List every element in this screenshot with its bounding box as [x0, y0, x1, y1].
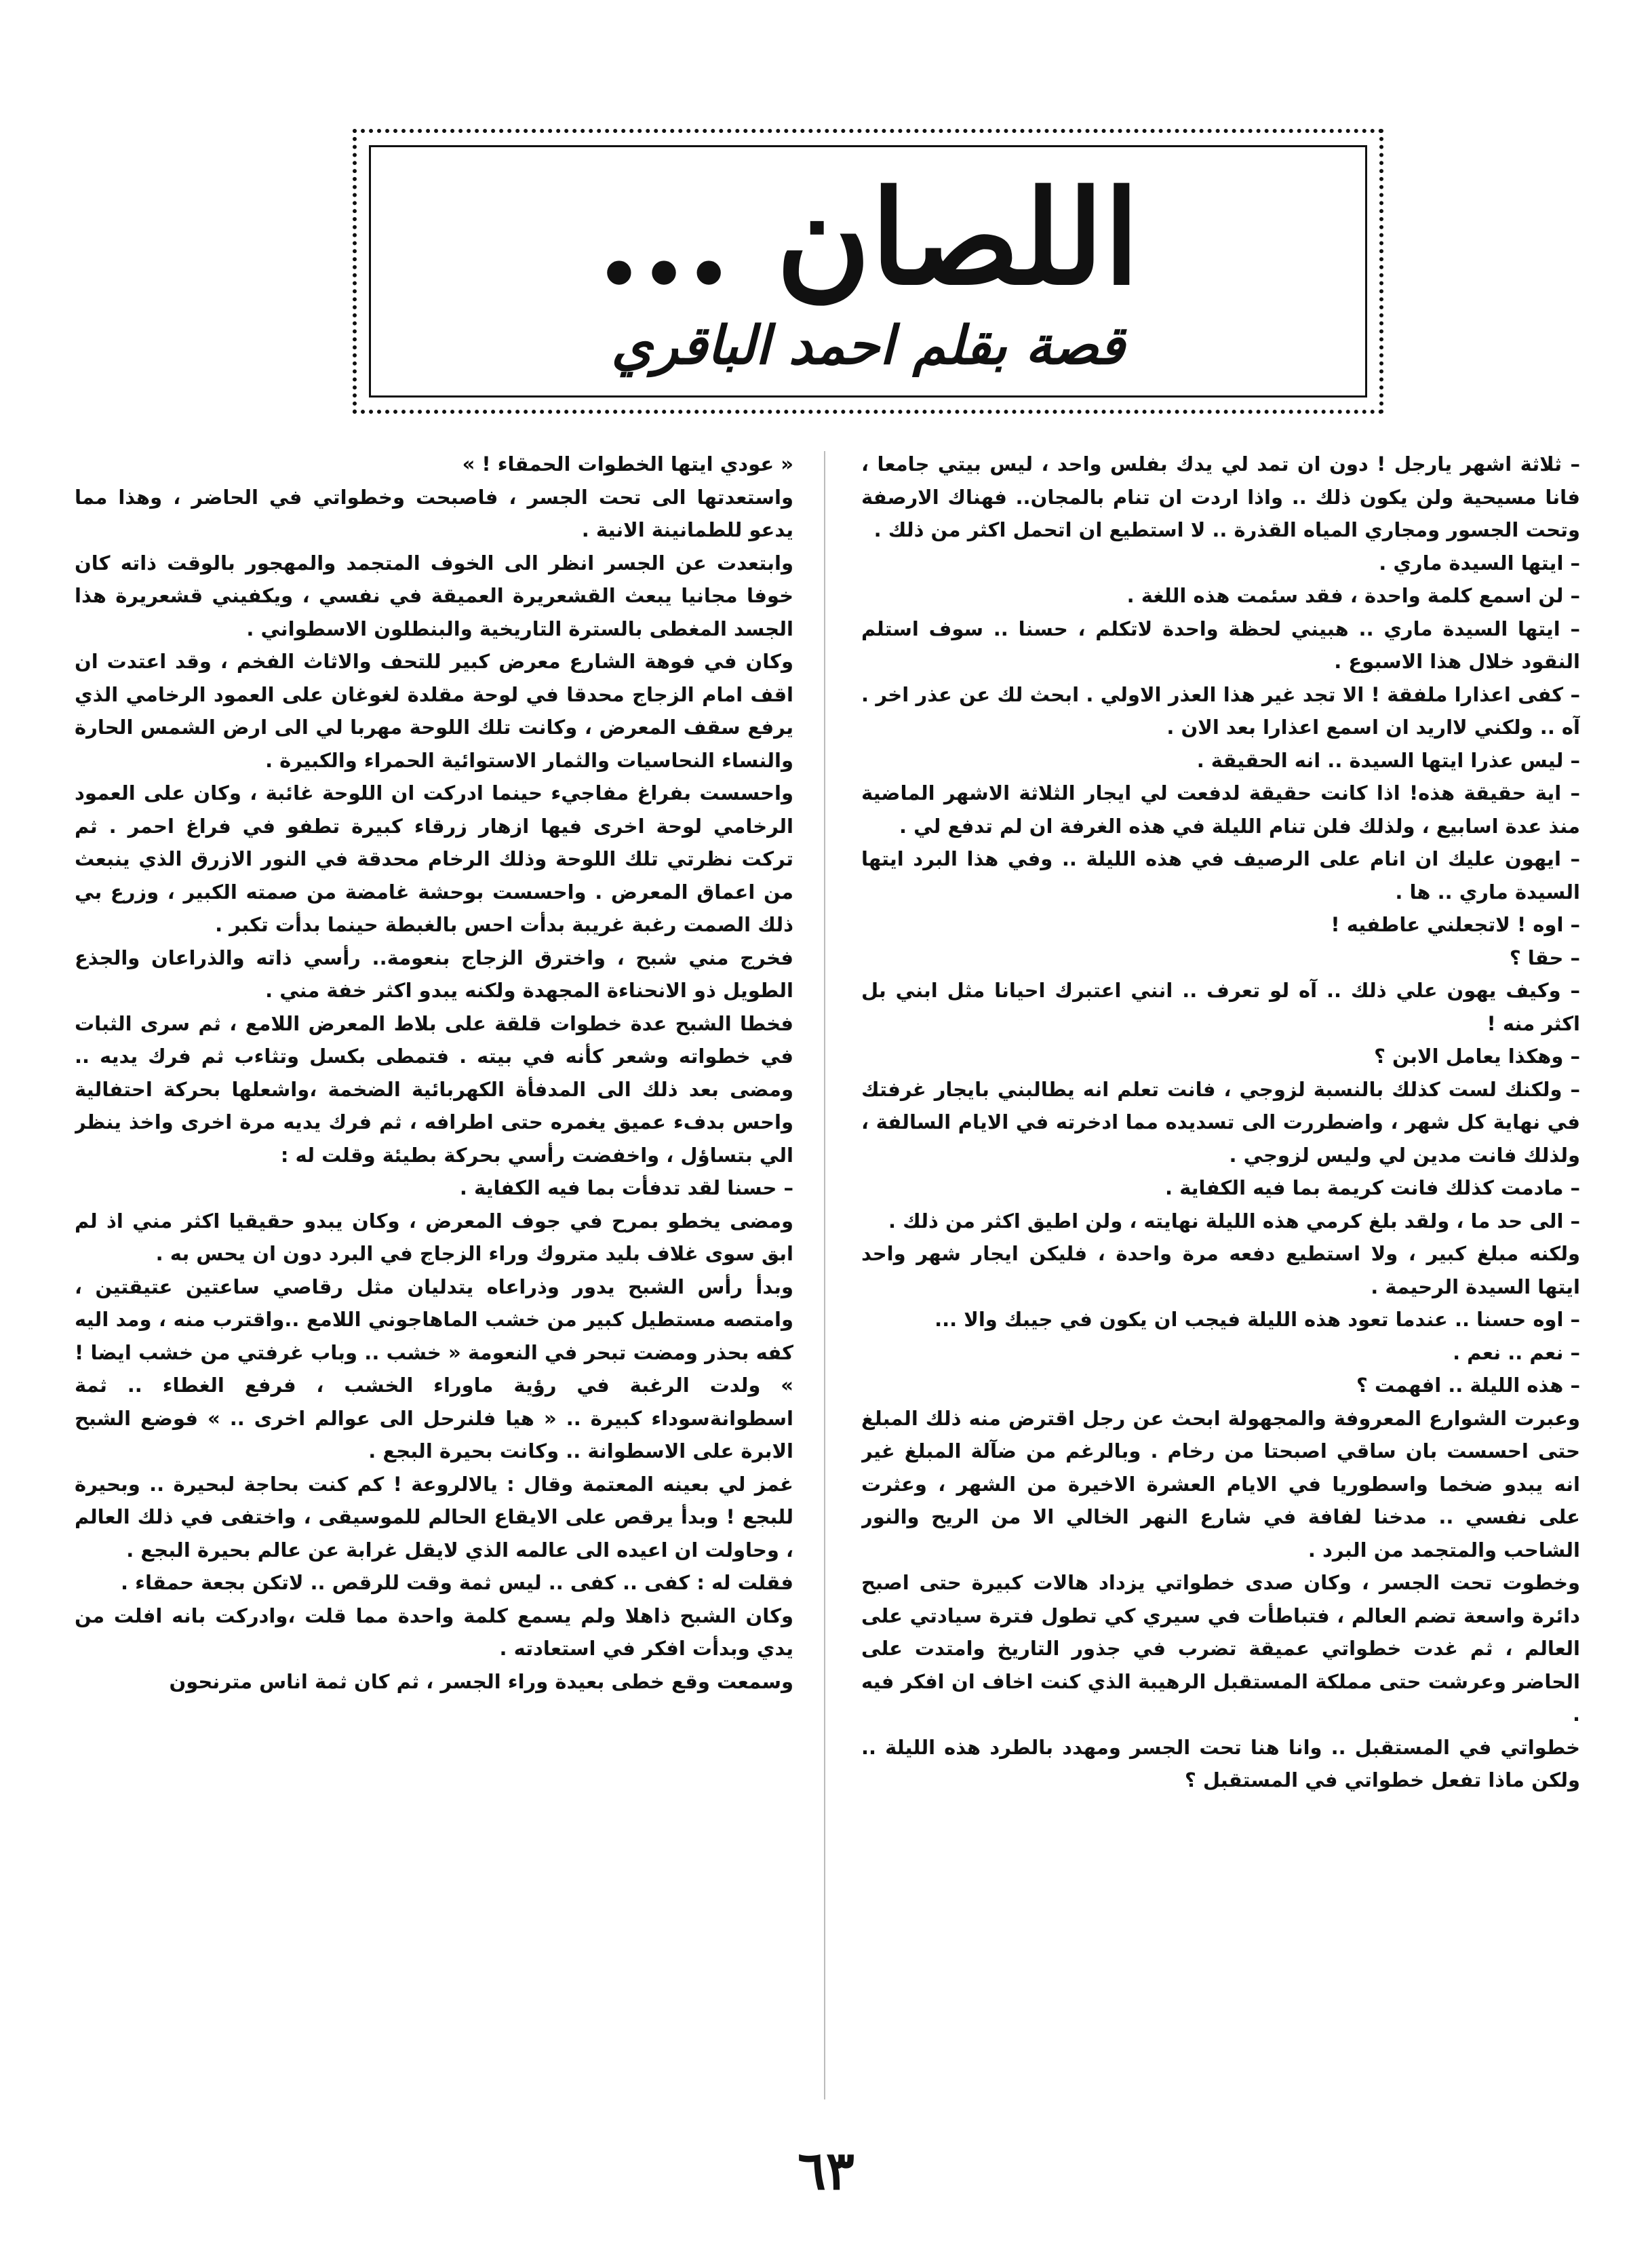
paragraph: واستعدتها الى تحت الجسر ، فاصبحت وخطواتي في الحاضر ، وهذا مما يدعو للطمانينة الانية .: [75, 485, 793, 541]
text-column-right: [861, 448, 1580, 2110]
paragraph: – اية حقيقة هذه! اذا كانت حقيقة لدفعت لي ايجار الثلاثة الاشهر الماضية منذ عدة اسابيع ، ولذلك فلن تنام الليلة في هذه الغرفة ان لم تدفع لي .: [861, 781, 1580, 838]
paragraph: – ايتها السيدة ماري .. هبيني لحظة واحدة لاتكلم ، حسنا .. سوف استلم النقود خلال هذا الاسبوع .: [861, 617, 1580, 673]
paragraph: – حسنا لقد تدفأت بما فيه الكفاية .: [459, 1176, 793, 1199]
paragraph: فقلت له : كفى .. كفى .. ليس ثمة وقت للرقص .. لاتكن بجعة حمقاء .: [121, 1571, 793, 1594]
paragraph: وابتعدت عن الجسر انظر الى الخوف المتجمد والمهجور بالوقت ذاته كان خوفا مجانيا يبعث القشعريرة العميقة في نفسي ، ويكفيني قشعريرة هذا الجسد المغطى بالسترة التاريخية والبنطلون الاسطواني .: [75, 551, 793, 640]
paragraph: – مادمت كذلك فانت كريمة بما فيه الكفاية .: [1164, 1176, 1580, 1199]
paragraph: واحسست بفراغ مفاجيء حينما ادركت ان اللوحة غائبة ، وكان على العمود الرخامي لوحة اخرى فيها ازهار زرقاء كبيرة تطفو في فراغ احمر . ثم تركت نظرتي تلك اللوحة وذلك الرخام محدقة في النور الازرق الذي ينبعث من اعماق المعرض . واحسست بوحشة غامضة من صمته الكبير ، وزرع بي ذلك الصمت رغبة غريبة بدأت احس بالغبطة حينما بدأت تكبر .: [75, 781, 793, 936]
paragraph: – ايتها السيدة ماري .: [1379, 551, 1580, 575]
story-byline: قصة بقلم احمد الباقري: [611, 315, 1125, 376]
paragraph: فخرج مني شبح ، واخترق الزجاج بنعومة.. رأسي ذاته والذراعان والجذع الطويل ذو الانحناءة المجهدة ولكنه يبدو اكثر خفة مني .: [75, 946, 793, 1002]
paragraph: وكان الشبح ذاهلا ولم يسمع كلمة واحدة مما قلت ،وادركت بانه افلت من يدي وبدأت افكر في استعادته .: [75, 1604, 793, 1660]
paragraph: – ثلاثة اشهر يارجل ! دون ان تمد لي يدك بفلس واحد ، ليس بيتي جامعا ، فانا مسيحية ولن يكون ذلك .. واذا اردت ان تنام بالمجان.. فهناك الارصفة وتحت الجسور ومجاري المياه القذرة .. لا استطيع ان اتحمل اكثر من ذلك .: [861, 452, 1580, 541]
paragraph: – ولكنك لست كذلك بالنسبة لزوجي ، فانت تعلم انه يطالبني بايجار غرفتك في نهاية كل شهر ، واضطررت الى تسديده مما ادخرته في الايام السالفة ، ولذلك فانت مدين لي وليس لزوجي .: [861, 1077, 1580, 1167]
title-frame: [353, 129, 1383, 414]
paragraph: فخطا الشبح عدة خطوات قلقة على بلاط المعرض اللامع ، ثم سرى الثبات في خطواته وشعر كأنه في بيته . فتمطى بكسل وتثاءب ثم فرك يديه .. ومضى بعد ذلك الى المدفأة الكهربائية الضخمة ،واشعلها بحركة احتفالية واحس بدفء عميق يغمره حتى اطرافه ، ثم فرك يديه مرة اخرى واخذ ينظر الي بتساؤل ، واخفضت رأسي بحركة بطيئة وقلت له :: [75, 1011, 793, 1167]
paragraph: – كفى اعذارا ملفقة ! الا تجد غير هذا العذر الاولي . ابحث لك عن عذر اخر . آه .. ولكني لااريد ان اسمع اعذارا بعد الان .: [861, 682, 1580, 739]
paragraph: وكان في فوهة الشارع معرض كبير للتحف والاثاث الفخم ، وقد اعتدت ان اقف امام الزجاج محدقا في لوحة مقلدة لغوغان على العمود الرخامي الذي يرفع سقف المعرض ، وكانت تلك اللوحة مهربا لي الى ارض الشمس الحارة والنساء النحاسيات والثمار الاستوائية الحمراء والكبيرة .: [75, 650, 793, 772]
paragraph: « عودي ايتها الخطوات الحمقاء ! »: [462, 452, 793, 476]
paragraph: – ليس عذرا ايتها السيدة .. انه الحقيقة .: [1196, 748, 1580, 772]
paragraph: – نعم .. نعم .: [1453, 1340, 1580, 1364]
paragraph: ولكنه مبلغ كبير ، ولا استطيع دفعه مرة واحدة ، فليكن ايجار شهر واحد ايتها السيدة الرحيمة .: [861, 1242, 1580, 1298]
paragraph: – لن اسمع كلمة واحدة ، فقد سئمت هذه اللغة .: [1126, 584, 1580, 607]
story-title: اللصان ...: [596, 162, 1140, 313]
paragraph: – حقا ؟: [1509, 946, 1580, 969]
paragraph: وبدأ رأس الشبح يدور وذراعاه يتدليان مثل رقاصي ساعتين عتيقتين ، وامتصه مستطيل كبير من خشب الماهاجوني اللامع ..واقترب منه ، ومد اليه كفه بحذر ومضت تبحر في النعومة « خشب .. وباب غرفتي من خشب ايضا ! » ولدت الرغبة في رؤية ماوراء الخشب ، فرفع الغطاء .. ثمة اسطوانةسوداء كبيرة .. « هيا فلنرحل الى عوالم اخرى .. » فوضع الشبح الابرة على الاسطوانة .. وكانت بحيرة البجع .: [75, 1275, 793, 1462]
paragraph: – هذه الليلة .. افهمت ؟: [1356, 1374, 1580, 1397]
paragraph: وسمعت وقع خطى بعيدة وراء الجسر ، ثم كان ثمة اناس مترنحون: [169, 1669, 793, 1693]
paragraph: – ايهون عليك ان انام على الرصيف في هذه الليلة .. وفي هذا البرد ايتها السيدة ماري .. ها .: [861, 847, 1580, 904]
paragraph: وخطوت تحت الجسر ، وكان صدى خطواتي يزداد هالات كبيرة حتى اصبح دائرة واسعة تضم العالم ، فتباطأت في سيري كي تطول فترة سيادتي على العالم ، ثم غدت خطواتي عميقة تضرب في جذور التاريخ وامتدت على الحاضر وعرشت حتى مملكة المستقبل الرهيبة الذي كنت اخاف ان افكر فيه .: [861, 1571, 1580, 1726]
paragraph: خطواتي في المستقبل .. وانا هنا تحت الجسر ومهدد بالطرد هذه الليلة .. ولكن ماذا تفعل خطواتي في المستقبل ؟: [861, 1735, 1580, 1791]
paragraph: وعبرت الشوارع المعروفة والمجهولة ابحث عن رجل اقترض منه ذلك المبلغ حتى احسست بان ساقي اصبحتا من رخام . وبالرغم من ضآلة المبلغ غير انه يبدو ضخما واسطوريا في الايام العشرة الاخيرة من الشهر ، وعثرت على نفسي .. مدخنا لفافة في شارع النهر الخالي الا من الريح والنور الشاحب والمتجمد من البرد .: [861, 1406, 1580, 1562]
paragraph: غمز لي بعينه المعتمة وقال : يالالروعة ! كم كنت بحاجة لبحيرة .. وبحيرة للبجع ! وبدأ يرقص على الايقاع الحالم للموسيقى ، واختفى في ذلك العالم ، وحاولت ان اعيده الى عالمه الذي لايقل غرابة عن عالم بحيرة البجع .: [75, 1472, 793, 1562]
paragraph: – اوه حسنا .. عندما تعود هذه الليلة فيجب ان يكون في جيبك والا ...: [935, 1308, 1580, 1331]
page-number: ٦٣: [798, 2140, 854, 2202]
paragraph: – الى حد ما ، ولقد بلغ كرمي هذه الليلة نهايته ، ولن اطيق اكثر من ذلك .: [888, 1209, 1580, 1233]
paragraph: ومضى يخطو بمرح في جوف المعرض ، وكان يبدو حقيقيا اكثر مني اذ لم ابق سوى غلاف بليد متروك وراء الزجاج في البرد دون ان يحس به .: [75, 1209, 793, 1265]
paragraph: – وهكذا يعامل الابن ؟: [1374, 1045, 1580, 1068]
paragraph: – اوه ! لاتجعلني عاطفيه !: [1331, 913, 1580, 936]
column-divider: [824, 451, 825, 2099]
paragraph: – وكيف يهون علي ذلك .. آه لو تعرف .. انني اعتبرك احيانا مثل ابني بل اكثر منه !: [861, 979, 1580, 1035]
text-column-left: [75, 448, 793, 2110]
